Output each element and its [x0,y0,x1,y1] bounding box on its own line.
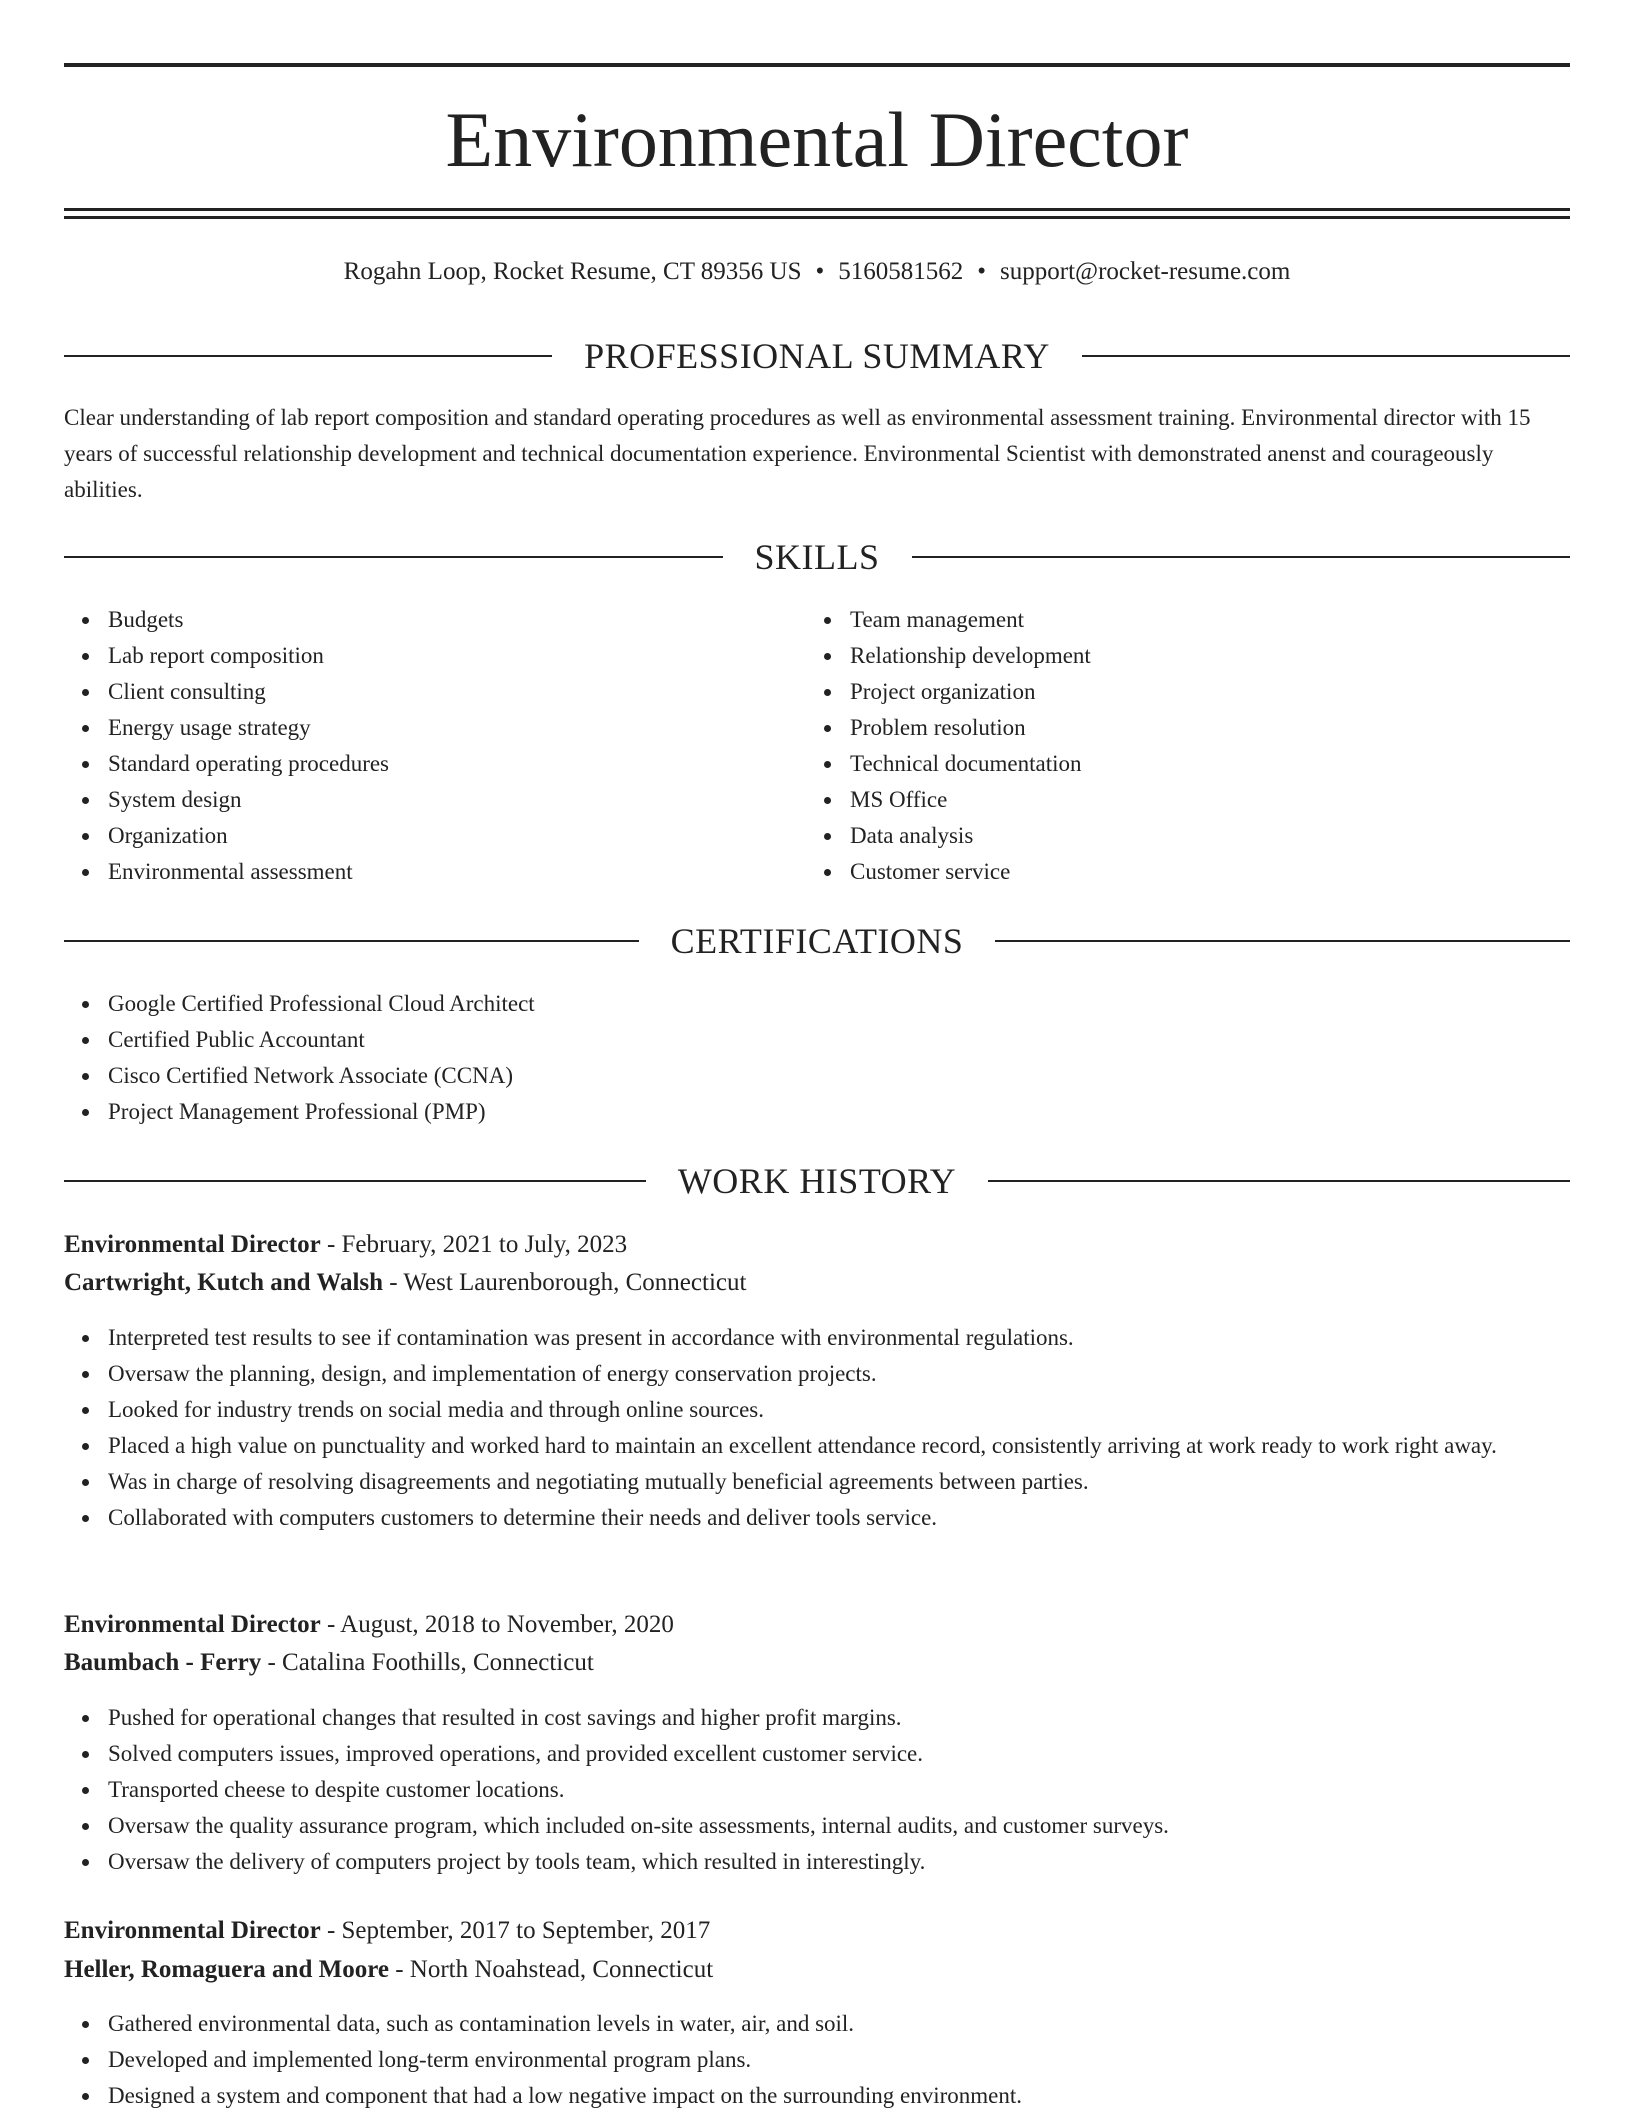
skill-item: Energy usage strategy [108,710,788,746]
certification-item: Certified Public Accountant [108,1022,1570,1058]
job-company: Heller, Romaguera and Moore [64,1956,389,1983]
heading-rule-left [64,940,639,942]
job-dates: - February, 2021 to July, 2023 [320,1231,628,1258]
job-bullet: Transported cheese to despite customer locations. [108,1772,1618,1808]
page-title: Environmental Director [445,96,1189,183]
contact-line [64,254,1570,290]
job-bullet: Oversaw the quality assurance program, which included on-site assessments, internal audits, and customer surveys. [108,1808,1618,1844]
job-bullet: Collaborated with computers customers to determine their needs and deliver tools service. [108,1500,1618,1536]
certification-item: Project Management Professional (PMP) [108,1094,1570,1130]
contact-separator: • [977,258,987,285]
heading-rule-left [64,355,552,357]
job-location: - Catalina Foothills, Connecticut [261,1649,594,1676]
skill-item: Client consulting [108,674,788,710]
job-bullet: Was in charge of resolving disagreements and negotiating mutually beneficial agreements between parties. [108,1464,1618,1500]
job-bullet: Oversaw the planning, design, and implementation of energy conservation projects. [108,1356,1618,1392]
job-company-line [64,1951,1570,1989]
skill-item: Project organization [850,674,1550,710]
job-bullet: Interpreted test results to see if contamination was present in accordance with environmental regulations. [108,1320,1618,1356]
heading-rule-left [64,556,723,558]
skill-item: Customer service [850,854,1550,890]
job-company-line [64,1644,1570,1682]
job-bullets [64,2006,1618,2112]
skill-item: Problem resolution [850,710,1550,746]
job-title: Environmental Director [64,1611,321,1638]
skill-item: Team management [850,602,1550,638]
skill-item: Data analysis [850,818,1550,854]
skill-item: Budgets [108,602,788,638]
job-dates: - September, 2017 to September, 2017 [320,1917,711,1944]
job-dates: - August, 2018 to November, 2020 [320,1611,674,1638]
skills-list-right [806,602,1550,890]
job-bullets [64,1700,1618,1880]
skill-item: Relationship development [850,638,1550,674]
skill-item: System design [108,782,788,818]
heading-rule-right [912,556,1571,558]
work-heading [64,1159,1570,1203]
top-rule [64,63,1570,67]
job-location: - North Noahstead, Connecticut [388,1956,714,1983]
job-bullet: Solved computers issues, improved operations, and provided excellent customer service. [108,1736,1618,1772]
skills-heading-label: SKILLS [754,537,880,577]
certification-item: Cisco Certified Network Associate (CCNA) [108,1058,1570,1094]
job-title-line [64,1912,1570,1950]
job-company: Cartwright, Kutch and Walsh [64,1269,384,1296]
contact-address: Rogahn Loop, Rocket Resume, CT 89356 US [343,258,802,285]
title-rule-upper [64,208,1570,211]
job-bullet: Looked for industry trends on social media and through online sources. [108,1392,1618,1428]
job-title-line [64,1226,1570,1264]
work-heading-label: WORK HISTORY [677,1161,957,1201]
certifications-heading [64,919,1570,963]
heading-rule-left [64,1180,646,1182]
job-title: Environmental Director [64,1917,321,1944]
job-bullet: Pushed for operational changes that resulted in cost savings and higher profit margins. [108,1700,1618,1736]
job-company: Baumbach - Ferry [64,1649,262,1676]
skill-item: Organization [108,818,788,854]
job-bullet: Oversaw the delivery of computers project by tools team, which resulted in interestingly. [108,1844,1618,1880]
title-rule-lower [64,216,1570,219]
summary-text: Clear understanding of lab report composition and standard operating procedures as well as environmental assessment training. Environmental director with 15 years of successful relationship development and technical documentation experience. Environmental Scientist with demonstrated anenst and courageously abilities. [64,405,1531,502]
skill-item: Environmental assessment [108,854,788,890]
contact-email: support@rocket-resume.com [1000,258,1291,285]
heading-rule-right [995,940,1570,942]
job-company-line [64,1264,1570,1302]
job-bullets [64,1320,1618,1536]
job-bullet: Developed and implemented long-term environmental program plans. [108,2042,1618,2078]
contact-separator: • [815,258,825,285]
skill-item: Technical documentation [850,746,1550,782]
skill-item: Standard operating procedures [108,746,788,782]
job-location: - West Laurenborough, Connecticut [383,1269,747,1296]
summary-heading-label: PROFESSIONAL SUMMARY [584,336,1050,376]
heading-rule-right [988,1180,1570,1182]
skill-item: Lab report composition [108,638,788,674]
job-title: Environmental Director [64,1231,321,1258]
heading-rule-right [1082,355,1570,357]
skills-heading [64,535,1570,579]
contact-phone: 5160581562 [838,258,964,285]
summary-heading [64,334,1570,378]
certifications-list [64,986,1570,1130]
job-bullet: Placed a high value on punctuality and worked hard to maintain an excellent attendance record, consistently arriving at work ready to work right away. [108,1428,1618,1464]
certification-item: Google Certified Professional Cloud Architect [108,986,1570,1022]
job-bullet: Gathered environmental data, such as contamination levels in water, air, and soil. [108,2006,1618,2042]
job-title-line [64,1606,1570,1644]
certifications-heading-label: CERTIFICATIONS [670,921,964,961]
skill-item: MS Office [850,782,1550,818]
job-bullet: Designed a system and component that had a low negative impact on the surrounding environment. [108,2078,1618,2112]
skills-list-left [64,602,788,890]
